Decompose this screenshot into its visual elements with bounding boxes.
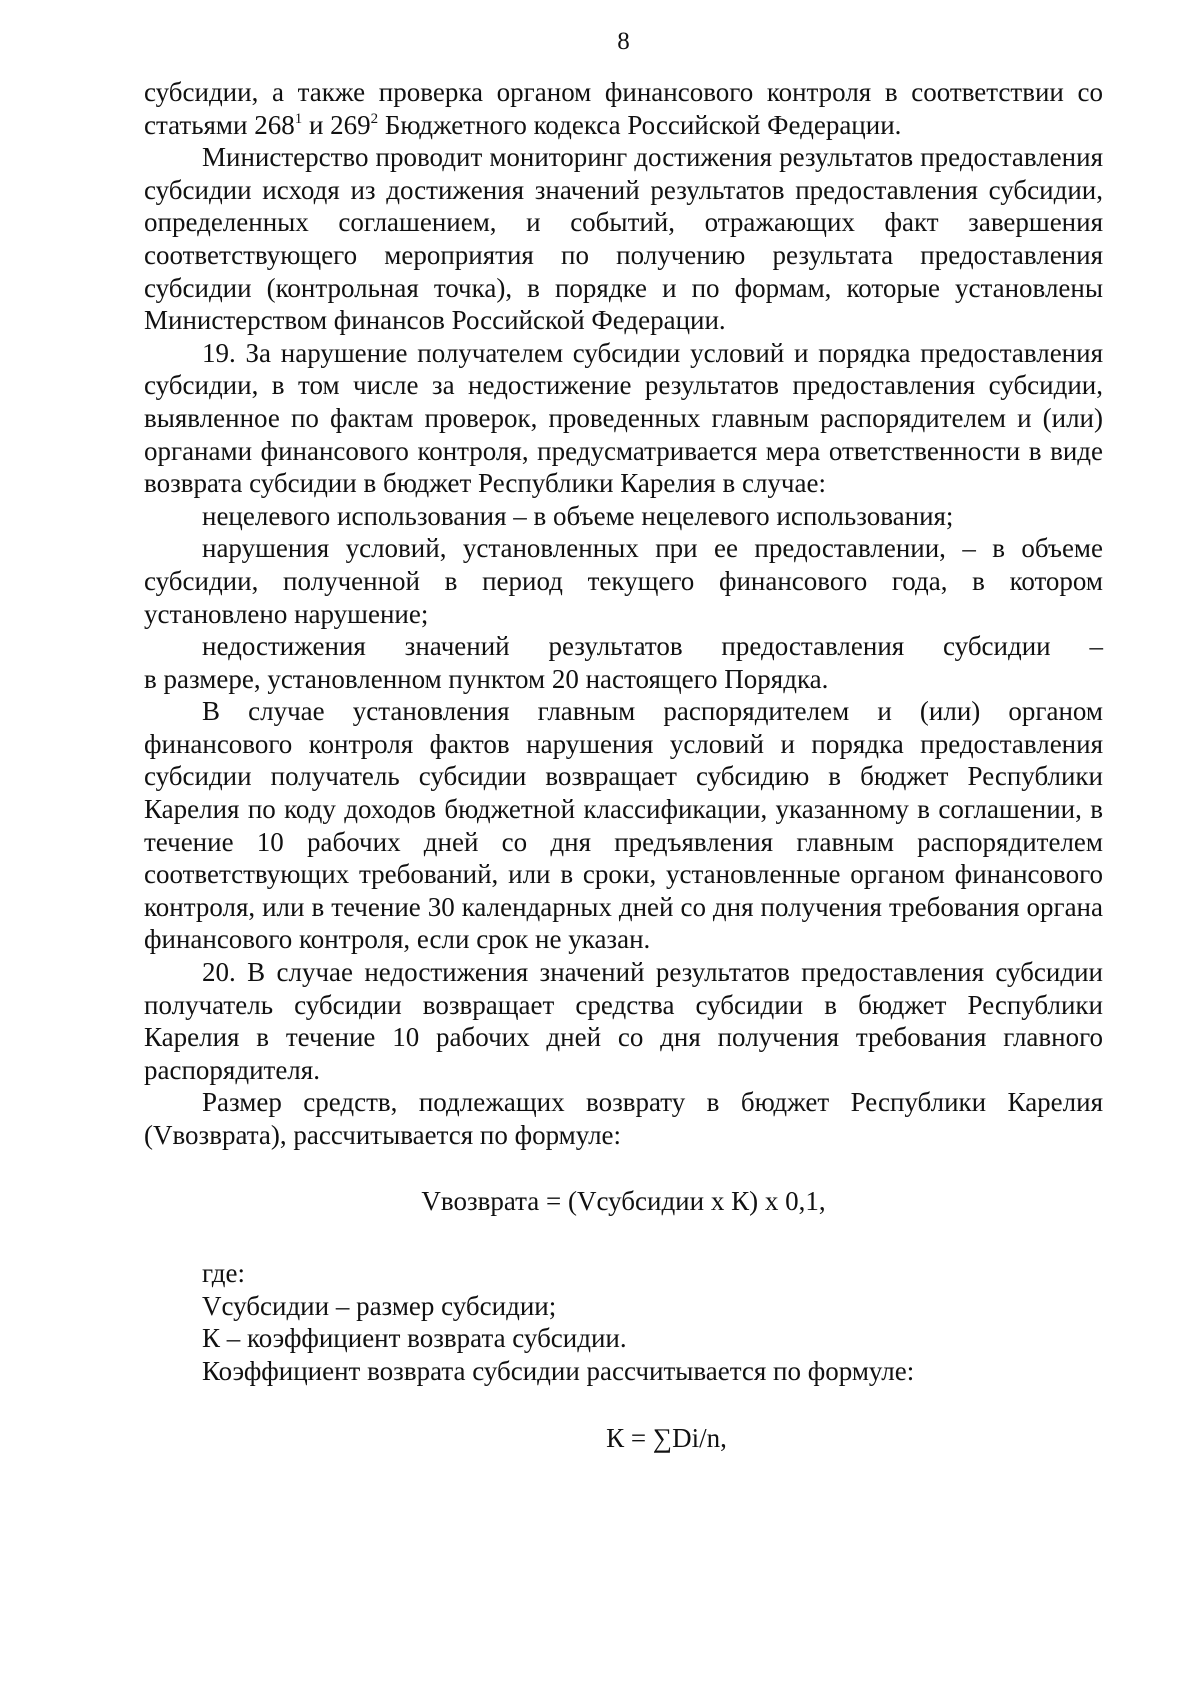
paragraph-20: 20. В случае недостижения значений результатов предоставления субсидии получатель субсидии возвращает средства субсидии в бюджет Республики Карелия в течение 10 рабочих дней со дня получения требования главного распорядителя.	[144, 957, 1103, 1085]
paragraph-19: 19. За нарушение получателем субсидии условий и порядка предоставления субсидии, в том числе за недостижение результатов предоставления субсидии, выявленное по фактам проверок, проведенных главным распорядителем и (или) органами финансового контроля, предусматривается мера ответственности в виде возврата субсидии в бюджет Республики Карелия в случае:	[144, 337, 1103, 499]
formula-return-amount: Vвозврата = (Vсубсидии х К) х 0,1,	[421, 1185, 826, 1216]
paragraph-violation: нарушения условий, установленных при ее предоставлении, – в объеме субсидии, полученной в период текущего финансового года, в котором установлено нарушение;	[144, 533, 1103, 629]
paragraph-return-case: В случае установления главным распорядителем и (или) органом финансового контроля фактов нарушения условий и порядка предоставления субсидии получатель субсидии возвращает субсидию в бюджет Республики Карелия по коду доходов бюджетной классификации, указанному в соглашении, в течение 10 рабочих дней со дня предъявления главным распорядителем соответствующих требований, или в сроки, установленные органом финансового контроля, или в течение 30 календарных дней со дня получения требования органа финансового контроля, если срок не указан.	[144, 696, 1103, 955]
paragraph-misuse: нецелевого использования – в объеме нецелевого использования;	[202, 500, 954, 531]
paragraph-monitoring: Министерство проводит мониторинг достижения результатов предоставления субсидии исходя из достижения значений результатов предоставления субсидии, определенных соглашением, и событий, отражающих факт завершения соответствующего мероприятия по получению результата предоставления субсидии (контрольная точка), в порядке и по формам, которые установлены Министерством финансов Российской Федерации.	[144, 142, 1103, 336]
document-body	[144, 76, 1103, 1454]
coefficient-intro: Коэффициент возврата субсидии рассчитывается по формуле:	[202, 1355, 915, 1386]
superscript-1: 1	[294, 110, 303, 127]
definition-vsubsidy: Vсубсидии – размер субсидии;	[202, 1290, 557, 1321]
formula-coefficient: К = ∑Di/n,	[606, 1422, 727, 1453]
superscript-2: 2	[370, 110, 379, 127]
paragraph-amount: Размер средств, подлежащих возврату в бюджет Республики Карелия (Vвозврата), рассчитывается по формуле:	[144, 1087, 1103, 1150]
page-number: 8	[617, 28, 630, 55]
paragraph-nonachievement-cont: в размере, установленном пунктом 20 настоящего Порядка.	[144, 663, 829, 694]
definition-k: К – коэффициент возврата субсидии.	[202, 1323, 627, 1354]
where-label: где:	[202, 1258, 245, 1289]
intro-paragraph: субсидии, а также проверка органом финансового контроля в соответствии со статьями $268^1$ и $269^2$ Бюджетного кодекса Российской Федерации.	[144, 77, 1103, 140]
formula-coefficient-wrap	[144, 1422, 1103, 1455]
paragraph-nonachievement: недостижения значений результатов предоставления субсидии –	[202, 631, 1103, 662]
